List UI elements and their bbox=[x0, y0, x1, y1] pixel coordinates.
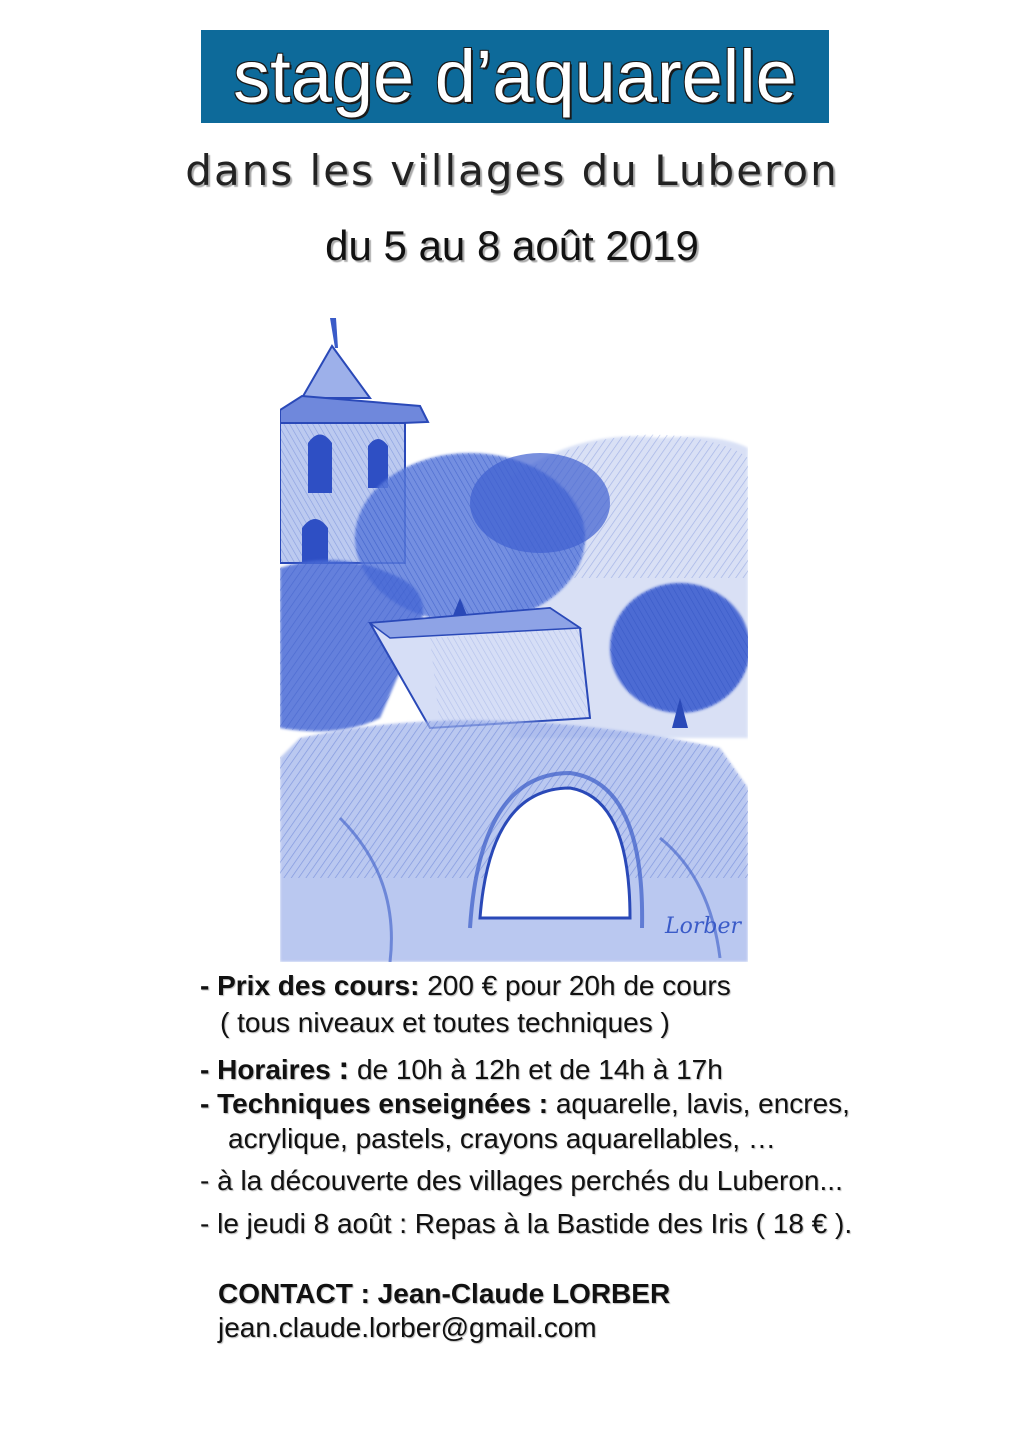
prix-label: - Prix des cours: bbox=[200, 970, 420, 1001]
horaires-colon: : bbox=[338, 1050, 350, 1086]
contact-email[interactable]: jean.claude.lorber@gmail.com bbox=[218, 1312, 597, 1343]
event-dates: du 5 au 8 août 2019 bbox=[325, 222, 699, 269]
prix-note: ( tous niveaux et toutes techniques ) bbox=[220, 1007, 670, 1038]
page-title: stage d’aquarelle bbox=[233, 34, 797, 118]
repas-dash: - bbox=[200, 1208, 210, 1239]
contact-section bbox=[218, 1277, 670, 1345]
techniques-label: - Techniques enseignées : bbox=[200, 1088, 549, 1119]
decouverte-value: à la découverte des villages perchés du Luberon... bbox=[217, 1165, 843, 1196]
prix-value: 200 € pour 20h de cours bbox=[427, 970, 731, 1001]
horaires-line bbox=[200, 1050, 723, 1087]
decouverte-dash: - bbox=[200, 1165, 210, 1196]
repas-line bbox=[200, 1208, 852, 1240]
decouverte-line bbox=[200, 1165, 843, 1197]
horaires-label: - Horaires bbox=[200, 1054, 331, 1085]
prix-line bbox=[200, 970, 731, 1002]
techniques-value-2: acrylique, pastels, crayons aquarellables, … bbox=[228, 1123, 776, 1154]
title-banner bbox=[201, 30, 829, 123]
prix-note-line bbox=[220, 1007, 670, 1039]
techniques-line-2 bbox=[228, 1123, 776, 1155]
techniques-line bbox=[200, 1088, 850, 1120]
techniques-value: aquarelle, lavis, encres, bbox=[555, 1088, 850, 1119]
contact-label: CONTACT : Jean-Claude LORBER bbox=[218, 1278, 671, 1309]
subtitle: dans les villages du Luberon bbox=[185, 146, 839, 195]
horaires-value: de 10h à 12h et de 14h à 17h bbox=[356, 1054, 723, 1085]
artist-signature: Lorber bbox=[665, 914, 741, 939]
watercolor-village-drawing bbox=[280, 318, 748, 962]
repas-value: le jeudi 8 août : Repas à la Bastide des Iris ( 18 € ). bbox=[217, 1208, 853, 1239]
